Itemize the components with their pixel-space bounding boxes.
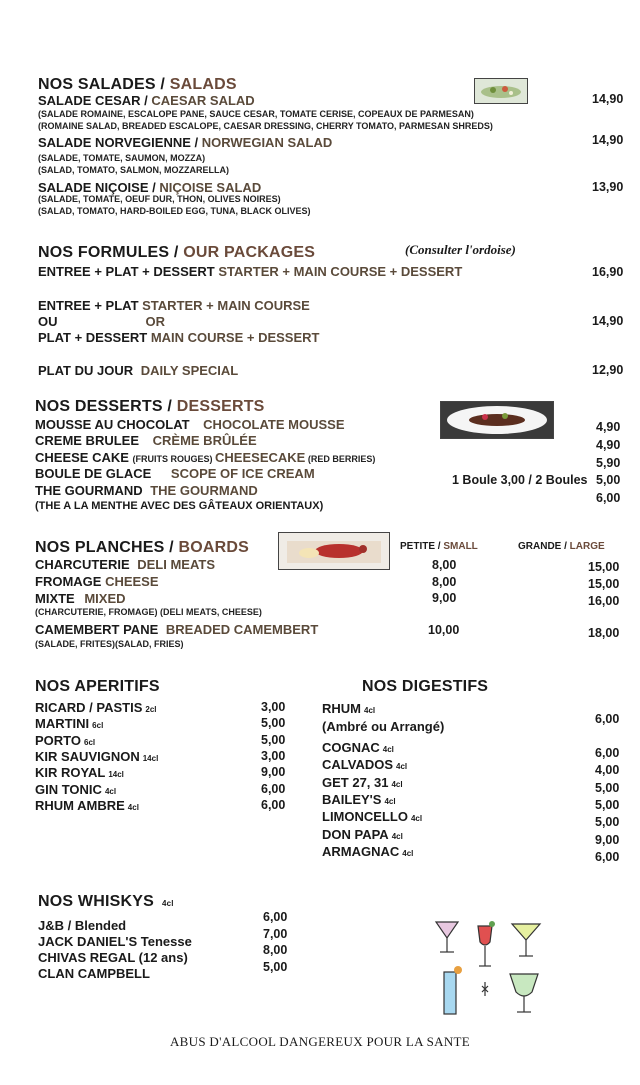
- board-large-price: 15,00: [588, 560, 620, 574]
- dessert-price: 4,90: [596, 420, 621, 434]
- salad-desc-fr: (SALADE, TOMATE, OEUF DUR, THON, OLIVES NOIRES): [38, 194, 281, 204]
- digestif-price: 9,00: [595, 832, 620, 847]
- digestif-item: CALVADOS 4cl: [322, 757, 408, 773]
- package-row: ENTREE + PLAT + DESSERT STARTER + MAIN COURSE + DESSERT: [38, 264, 463, 279]
- aperitif-item: PORTO 6cl: [35, 732, 96, 748]
- salad-item: SALADE CESAR / CAESAR SALAD: [38, 93, 255, 108]
- salad-price: 14,90: [592, 133, 624, 147]
- col-large-header: GRANDE / LARGE: [518, 541, 605, 552]
- dessert-price: 4,90: [596, 438, 621, 452]
- aperitif-price: 9,00: [261, 765, 286, 780]
- rhum-desc: (Ambré ou Arrangé): [322, 719, 445, 734]
- digestif-price: 5,00: [595, 815, 620, 830]
- gourmand-desc: (THE A LA MENTHE AVEC DES GÂTEAUX ORIENTAUX): [35, 500, 324, 512]
- digestif-price: 6,00: [595, 849, 620, 864]
- salad-price: 13,90: [592, 180, 624, 194]
- package-or: OU OR: [38, 314, 165, 329]
- packages-title: NOS FORMULES / OUR PACKAGES: [38, 244, 316, 261]
- salad-price: 14,90: [592, 92, 624, 106]
- aperitif-item: RHUM AMBRE 4cl: [35, 797, 139, 813]
- digestif-item: ARMAGNAC 4cl: [322, 843, 414, 859]
- aperitif-price: 3,00: [261, 700, 286, 714]
- ice-cream-scoops: 1 Boule 3,00 / 2 Boules: [452, 473, 588, 487]
- digestifs-title: NOS DIGESTIFS: [362, 678, 489, 695]
- salad-item: SALADE NORVEGIENNE / NORWEGIAN SALAD: [38, 135, 333, 150]
- col-small-header: PETITE / SMALL: [400, 541, 478, 552]
- aperitifs-title: NOS APERITIFS: [35, 678, 160, 695]
- whisky-price: 6,00: [263, 910, 288, 924]
- dessert-photo: [440, 401, 554, 439]
- dessert-price: 6,00: [596, 491, 621, 505]
- whisky-item: JACK DANIEL'S Tenesse: [38, 934, 192, 949]
- aperitif-price: 5,00: [261, 716, 286, 731]
- dessert-item: CREME BRULEE CRÈME BRÛLÉE: [35, 433, 257, 448]
- package-price: 16,90: [592, 265, 624, 279]
- board-item: CAMEMBERT PANE BREADED CAMEMBERT: [35, 622, 319, 637]
- dessert-item: THE GOURMAND THE GOURMAND: [35, 483, 258, 498]
- dessert-price: 5,00: [596, 473, 621, 487]
- daily-special-price: 12,90: [592, 363, 624, 377]
- board-item: FROMAGE CHEESE: [35, 574, 159, 589]
- package-row: PLAT + DESSERT MAIN COURSE + DESSERT: [38, 330, 320, 345]
- salad-photo: [474, 78, 528, 104]
- aperitif-item: KIR ROYAL 14cl: [35, 765, 124, 781]
- whisky-price: 5,00: [263, 959, 288, 974]
- aperitif-item: KIR SAUVIGNON 14cl: [35, 748, 159, 764]
- board-small-price: 10,00: [428, 623, 460, 637]
- digestif-price: 5,00: [595, 780, 620, 795]
- dessert-item: CHEESE CAKE (FRUITS ROUGES) CHEESECAKE (RED BERRIES): [35, 450, 376, 465]
- board-large-price: 18,00: [588, 626, 620, 640]
- aperitif-price: 5,00: [261, 732, 286, 747]
- camembert-desc: (SALADE, FRITES)(SALAD, FRIES): [35, 639, 184, 649]
- digestif-price: 6,00: [595, 746, 620, 760]
- salad-desc-fr: (SALADE ROMAINE, ESCALOPE PANE, SAUCE CESAR, TOMATE CERISE, COPEAUX DE PARMESAN): [38, 109, 474, 119]
- digestif-item: DON PAPA 4cl: [322, 826, 403, 842]
- aperitif-price: 6,00: [261, 797, 286, 812]
- board-item: CHARCUTERIE DELI MEATS: [35, 557, 215, 572]
- digestif-price: 4,00: [595, 763, 620, 778]
- digestif-price: 5,00: [595, 797, 620, 812]
- whisky-item: CHIVAS REGAL (12 ans): [38, 950, 188, 965]
- salad-desc-fr: (SALADE, TOMATE, SAUMON, MOZZA): [38, 153, 206, 163]
- digestif-price: 6,00: [595, 712, 620, 726]
- package-price: 14,90: [592, 314, 624, 328]
- whisky-price: 7,00: [263, 926, 288, 941]
- salads-title: NOS SALADES / SALADS: [38, 76, 237, 93]
- board-small-price: 8,00: [432, 558, 457, 572]
- dessert-item: MOUSSE AU CHOCOLAT CHOCOLATE MOUSSE: [35, 417, 345, 432]
- aperitif-price: 3,00: [261, 748, 286, 763]
- packages-note: (Consulter l'ordoise): [405, 242, 516, 257]
- package-row: ENTREE + PLAT STARTER + MAIN COURSE: [38, 298, 310, 313]
- board-item: MIXTE MIXED: [35, 591, 126, 606]
- whisky-item: CLAN CAMPBELL: [38, 966, 150, 981]
- whisky-price: 8,00: [263, 943, 288, 957]
- dessert-item: BOULE DE GLACE SCOPE OF ICE CREAM: [35, 466, 315, 481]
- aperitif-item: MARTINI 6cl: [35, 716, 104, 732]
- board-small-price: 9,00: [432, 591, 457, 605]
- salad-desc-en: (ROMAINE SALAD, BREADED ESCALOPE, CAESAR DRESSING, CHERRY TOMATO, PARMESAN SHREDS): [38, 121, 493, 131]
- digestif-item: RHUM 4cl: [322, 701, 376, 716]
- digestif-item: BAILEY'S 4cl: [322, 791, 396, 807]
- whiskys-title: NOS WHISKYS 4cl: [38, 893, 174, 910]
- salad-desc-en: (SALAD, TOMATO, SALMON, MOZZARELLA): [38, 165, 229, 175]
- board-large-price: 15,00: [588, 577, 620, 591]
- daily-special: PLAT DU JOUR DAILY SPECIAL: [38, 363, 239, 378]
- desserts-title: NOS DESSERTS / DESSERTS: [35, 398, 265, 415]
- salad-desc-en: (SALAD, TOMATO, HARD-BOILED EGG, TUNA, BLACK OLIVES): [38, 206, 311, 216]
- whisky-item: J&B / Blended: [38, 918, 127, 933]
- cocktail-glasses-illustration: [430, 912, 550, 1022]
- digestif-item: GET 27, 31 4cl: [322, 774, 403, 790]
- aperitif-item: RICARD / PASTIS 2cl: [35, 700, 157, 715]
- board-large-price: 16,00: [588, 594, 620, 608]
- mixte-desc: (CHARCUTERIE, FROMAGE) (DELI MEATS, CHEESE): [35, 607, 262, 617]
- board-small-price: 8,00: [432, 575, 457, 589]
- salad-item: SALADE NIÇOISE / NIÇOISE SALAD: [38, 180, 262, 195]
- alcohol-warning: ABUS D'ALCOOL DANGEREUX POUR LA SANTE: [169, 1034, 471, 1049]
- aperitif-price: 6,00: [261, 781, 286, 796]
- aperitif-item: GIN TONIC 4cl: [35, 781, 117, 797]
- dessert-price: 5,90: [596, 456, 621, 470]
- boards-title: NOS PLANCHES / BOARDS: [35, 539, 250, 556]
- digestif-item: LIMONCELLO 4cl: [322, 809, 423, 825]
- board-photo: [278, 532, 390, 570]
- digestif-item: COGNAC 4cl: [322, 740, 394, 755]
